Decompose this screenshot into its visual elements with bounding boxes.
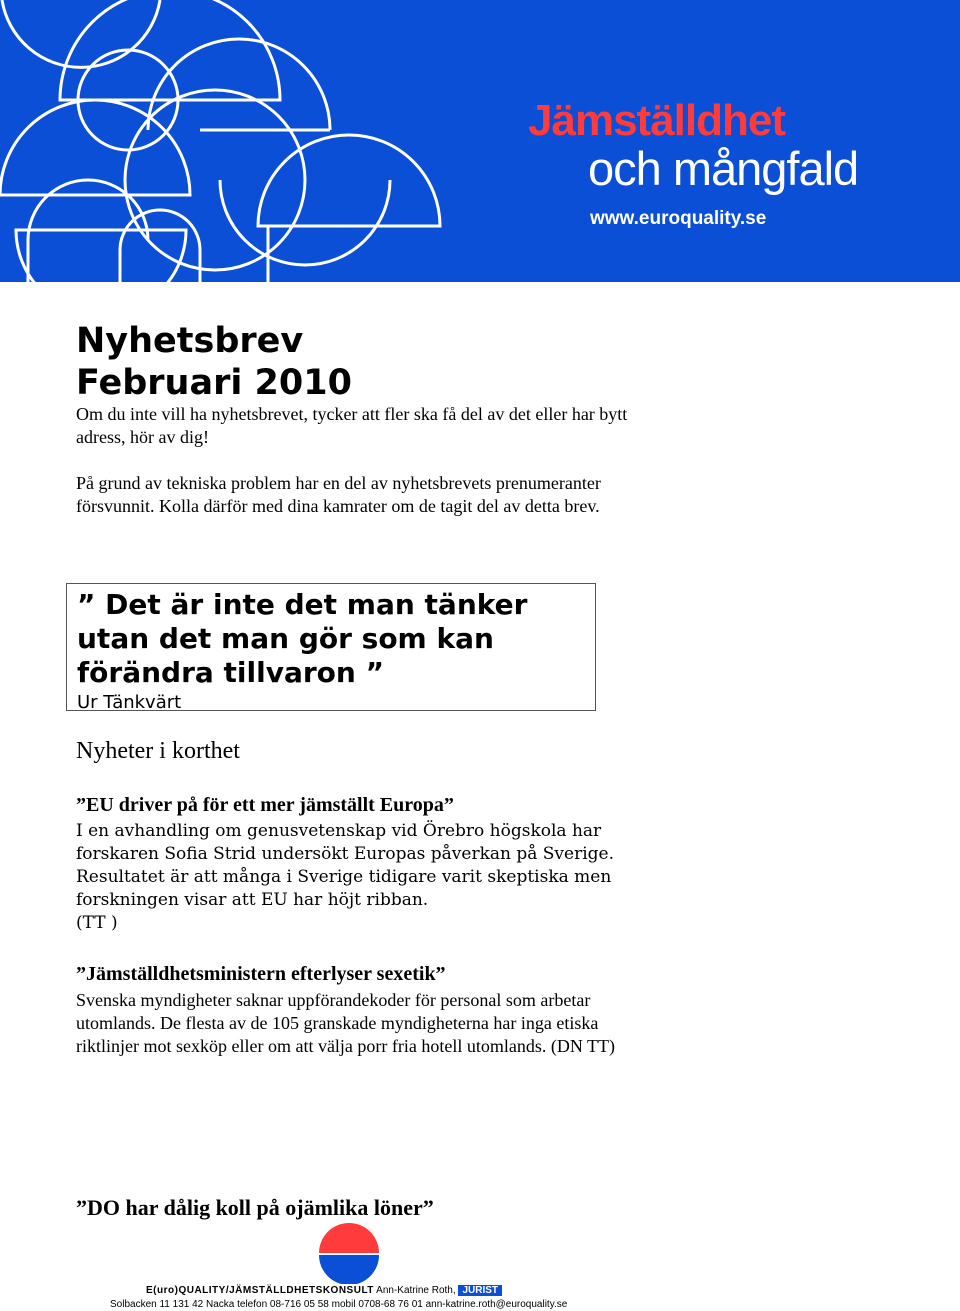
footer-contact: Solbacken 11 131 42 Nacka telefon 08-716 05 58 mobil 0708-68 76 01 ann-katrine.roth@euroquality.se [110,1299,568,1310]
brand-logo [528,98,858,230]
section-heading: Nyheter i korthet [76,738,240,764]
article-1-line: Resultatet är att många i Sverige tidigare varit skeptiska men [76,867,612,887]
page-title [76,320,352,404]
article-1-headline: ”EU driver på för ett mer jämställt Europa” [76,794,454,816]
article-1-line: (TT ) [76,913,118,933]
brand-url[interactable]: www.euroquality.se [590,208,767,229]
footer-company-line [146,1285,502,1296]
article-2-body: Svenska myndigheter saknar uppförandekoder för personal som arbetar utomlands. De flesta av de 105 granskade myndigheterna har inga etiska riktlinjer mot sexköp eller om att välja porr fria hotell utomlands. (DN TT) [76,990,616,1056]
intro-paragraph-2: På grund av tekniska problem har en del av nyhetsbrevets prenumeranter försvunnit. Kolla därför med dina kamrater om de tagit del av detta brev. [76,473,601,516]
company-logo-icon [318,1222,380,1284]
article-1-line: forskningen visar att EU har höjt ribban. [76,890,429,910]
quote-box [66,583,596,711]
footer-role-badge: JURIST [458,1285,502,1296]
brand-title: Jämställdhet [528,96,785,145]
article-3-headline: ”DO har dålig koll på ojämlika löner” [76,1195,434,1220]
footer-company: E(uro)QUALITY/JÄMSTÄLLDHETSKONSULT [146,1285,374,1296]
quote-source: Ur Tänkvärt [77,692,182,713]
brand-subtitle: och mångfald [588,142,859,195]
article-1-line: I en avhandling om genusvetenskap vid Örebro högskola har [76,821,602,841]
article-1-line: forskaren Sofia Strid undersökt Europas påverkan på Sverige. [76,844,615,864]
article-2-headline: ”Jämställdhetsministern efterlyser sexetik” [76,963,446,985]
quote-text: ” Det är inte det man tänker utan det man gör som kan förändra tillvaron ” [77,588,528,689]
article-1-body [76,820,636,935]
intro-paragraph-1: Om du inte vill ha nyhetsbrevet, tycker att fler ska få del av det eller har bytt adress, hör av dig! [76,404,628,447]
footer-person: Ann-Katrine Roth, [376,1285,456,1296]
title-line-1: Nyhetsbrev [76,321,304,361]
title-line-2: Februari 2010 [76,363,352,403]
header-banner [0,0,960,282]
